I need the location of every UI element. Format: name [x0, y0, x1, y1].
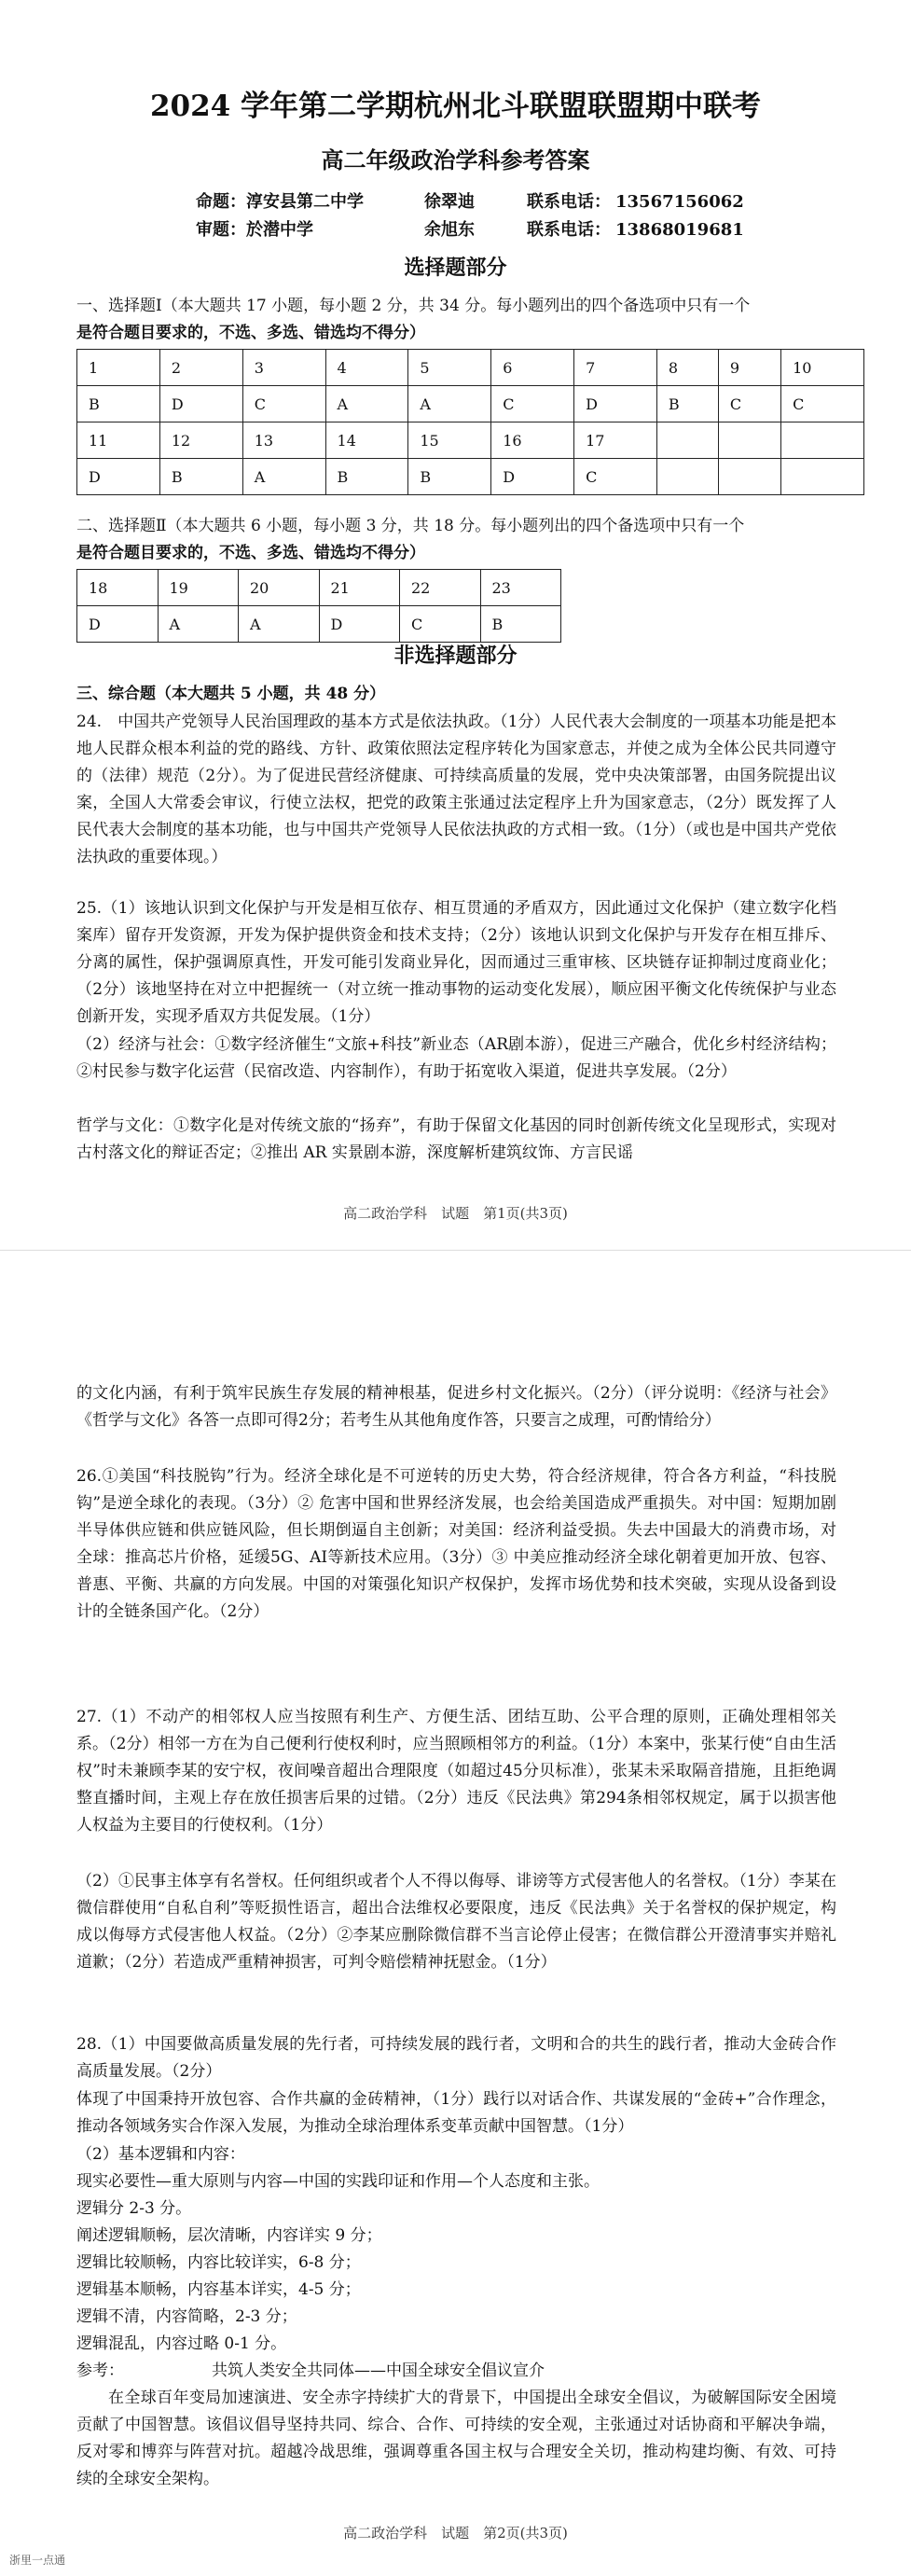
answer-cell [656, 459, 718, 495]
answer-cell: C [400, 606, 481, 643]
question-number-cell: 6 [491, 350, 574, 386]
choice-1-intro [76, 293, 836, 347]
answer-25-part2: （2）经济与社会：①数字经济催生“文旅+科技”新业态（AR剧本游），促进三产融合，优化乡村经济结构；②村民参与数字化运营（民宿改造、内容制作），有助于拓宽收入渠道，促进共享发展。（2分） [76, 1035, 836, 1081]
grading-item: 逻辑比较顺畅，内容比较详实，6-8 分； [76, 2253, 361, 2272]
answer-cell: C [718, 386, 780, 422]
reference-title: 共筑人类安全共同体——中国全球安全倡议宣介 [212, 2361, 545, 2380]
question-number-cell: 7 [574, 350, 657, 386]
answer-28-logic: 现实必要性—重大原则与内容—中国的实践印证和作用—个人态度和主张。 [76, 2172, 600, 2191]
answer-cell: B [408, 459, 491, 495]
answer-cell [781, 459, 864, 495]
question-number-cell: 3 [242, 350, 325, 386]
answer-27-part2: （2）①民事主体享有名誉权。任何组织或者个人不得以侮辱、诽谤等方式侵害他人的名誉权。（1分）李某在微信群使用“自私自利”等贬损性语言，超出合法维权必要限度，违反《民法典》关于名誉权的保护规定，构成以侮辱方式侵害他人权益。（2分）②李某应删除微信群不当言论停止侵害；在微信群公开澄清事实并赔礼道歉；（2分）若造成严重精神损害，可判令赔偿精神抚慰金。（1分） [76, 1872, 836, 1972]
choice-2-intro-note: 是符合题目要求的，不选、多选、错选均不得分） [76, 544, 425, 562]
grading-item: 阐述逻辑顺畅，层次清晰，内容详实 9 分； [76, 2226, 382, 2245]
answer-28-part2: 体现了中国秉持开放包容、合作共赢的金砖精神，（1分）践行以对话合作、共谋发展的“金砖+”合作理念，推动各领域务实合作深入发展，为推动全球治理体系变革贡献中国智慧。（1分） [76, 2090, 836, 2136]
comprehensive-intro: 三、综合题（本大题共 5 小题，共 48 分） [76, 685, 386, 703]
question-number-cell: 21 [319, 570, 400, 606]
contact-role: 命题：淳安县第二中学 [196, 192, 364, 212]
question-number-cell: 4 [325, 350, 408, 386]
question-number-cell: 11 [77, 422, 160, 459]
question-number-cell [656, 422, 718, 459]
page-footer-2: 高二政治学科 试题 第2页(共3页) [343, 2525, 568, 2541]
question-number-cell: 15 [408, 422, 491, 459]
choice-1-intro-text: 一、选择题Ⅰ（本大题共 17 小题，每小题 2 分，共 34 分。每小题列出的四个备选项中只有一个 [76, 297, 751, 315]
answer-28-part1: 28.（1）中国要做高质量发展的先行者，可持续发展的践行者，文明和合的共生的践行者，推动大金砖合作高质量发展。（2分） [76, 2035, 836, 2081]
answer-cell: C [491, 386, 574, 422]
question-number-cell: 13 [242, 422, 325, 459]
answer-cell: D [77, 606, 159, 643]
answer-cell [718, 459, 780, 495]
question-number-cell: 2 [159, 350, 242, 386]
contact-phone: 13567156062 [615, 192, 744, 212]
answer-cell: D [319, 606, 400, 643]
question-number-cell: 20 [239, 570, 320, 606]
answer-cell: D [491, 459, 574, 495]
answer-table-2 [76, 569, 561, 643]
answer-25-part3: 哲学与文化：①数字化是对传统文旅的“扬弃”，有助于保留文化基因的同时创新传统文化呈现形式，实现对古村落文化的辩证否定；②推出 AR 实景剧本游，深度解析建筑纹饰、方言民谣 [76, 1116, 836, 1162]
grading-item: 逻辑基本顺畅，内容基本详实，4-5 分； [76, 2280, 361, 2299]
contact-label: 联系电话： [527, 192, 611, 212]
contact-name: 徐翠迪 [424, 192, 475, 212]
contact-line-1 [196, 188, 744, 213]
watermark-text: 浙里一点通 [9, 2554, 66, 2567]
question-number-cell: 1 [77, 350, 160, 386]
question-number-cell: 19 [158, 570, 239, 606]
answer-cell: B [656, 386, 718, 422]
question-number-cell: 22 [400, 570, 481, 606]
question-number-cell: 10 [781, 350, 864, 386]
contact-role: 审题：於潜中学 [196, 220, 313, 240]
table2-row [77, 606, 561, 643]
question-number-cell: 23 [480, 570, 561, 606]
page-divider [0, 1250, 911, 1251]
question-number-cell: 16 [491, 422, 574, 459]
grading-item: 逻辑分 2-3 分。 [76, 2199, 192, 2218]
question-number-cell [718, 422, 780, 459]
section-heading-nonchoice: 非选择题部分 [393, 644, 518, 668]
grading-item: 逻辑不清，内容简略，2-3 分； [76, 2307, 297, 2326]
answer-cell: C [574, 459, 657, 495]
choice-1-intro-note: 是符合题目要求的，不选、多选、错选均不得分） [76, 324, 425, 342]
answer-cell: D [574, 386, 657, 422]
answer-cell: B [480, 606, 561, 643]
question-number-cell: 5 [408, 350, 491, 386]
answer-cell: A [239, 606, 320, 643]
contact-name: 余旭东 [424, 220, 475, 240]
table1-row [77, 459, 864, 495]
answer-cell: D [77, 459, 160, 495]
table1-row [77, 386, 864, 422]
answer-cell: A [325, 386, 408, 422]
answer-cell: A [408, 386, 491, 422]
reference-line [76, 2358, 836, 2385]
table1-row [77, 422, 864, 459]
page-footer-1: 高二政治学科 试题 第1页(共3页) [343, 1205, 568, 1222]
answer-24: 24. 中国共产党领导人民治国理政的基本方式是依法执政。（1分）人民代表大会制度的一项基本功能是把本地人民群众根本利益的党的路线、方针、政策依照法定程序转化为国家意志，并使之成为全体公民共同遵守的（法律）规范（2分）。为了促进民营经济健康、可持续高质量的发展，党中央决策部署，由国务院提出议案，全国人大常委会审议，行使立法权，把党的政策主张通过法定程序上升为国家意志，（2分）既发挥了人民代表大会制度的基本功能，也与中国共产党领导人民依法执政的方式相一致。（1分）（或也是中国共产党依法执政的重要体现。） [76, 713, 836, 866]
question-number-cell [781, 422, 864, 459]
answer-25-part1: 25.（1）该地认识到文化保护与开发是相互依存、相互贯通的矛盾双方，因此通过文化保护（建立数字化档案库）留存开发资源，开发为保护提供资金和技术支持；（2分）该地认识到文化保护与开发存在相互排斥、分离的属性，保护强调原真性，开发可能引发商业异化，因而通过三重审核、区块链存证抑制过度商业化；（2分）该地坚持在对立中把握统一（对立统一推动事物的运动变化发展），顺应困平衡文化传统保护与业态创新开发，实现矛盾双方共促发展。（1分） [76, 899, 836, 1026]
answer-cell: B [159, 459, 242, 495]
answer-27-part1: 27.（1）不动产的相邻权人应当按照有利生产、方便生活、团结互助、公平合理的原则，正确处理相邻关系。（2分）相邻一方在为自己便利行使权利时，应当照顾相邻方的利益。（1分）本案中，张某行使“自由生活权”时未兼顾李某的安宁权，夜间噪音超出合理限度（如超过45分贝标准），张某未采取隔音措施，且拒绝调整直播时间，主观上存在放任损害后果的过错。（2分）违反《民法典》第294条相邻权规定，属于以损害他人权益为主要目的行使权利。（1分） [76, 1708, 836, 1835]
reference-essay: 在全球百年变局加速演进、安全赤字持续扩大的背景下，中国提出全球安全倡议，为破解国际安全困境贡献了中国智慧。该倡议倡导坚持共同、综合、合作、可持续的安全观，主张通过对话协商和平解决争端，反对零和博弈与阵营对抗。超越冷战思维，强调尊重各国主权与合理安全关切，推动构建均衡、有效、可持续的全球安全架构。 [76, 2389, 836, 2488]
answer-25-part4: 的文化内涵，有利于筑牢民族生存发展的精神根基，促进乡村文化振兴。（2分）（评分说明：《经济与社会》《哲学与文化》各答一点即可得2分；若考生从其他角度作答，只要言之成理，可酌情给分） [76, 1384, 836, 1430]
answer-cell: A [158, 606, 239, 643]
answer-cell: C [242, 386, 325, 422]
document-subtitle: 高二年级政治学科参考答案 [321, 146, 590, 173]
question-number-cell: 8 [656, 350, 718, 386]
document-title: 2024 学年第二学期杭州北斗联盟联盟期中联考 [149, 90, 762, 123]
choice-2-intro-text: 二、选择题Ⅱ（本大题共 6 小题，每小题 3 分，共 18 分。每小题列出的四个备选项中只有一个 [76, 517, 745, 535]
choice-2-intro [76, 513, 836, 567]
answer-28-part3: （2）基本逻辑和内容： [76, 2145, 245, 2164]
table2-row [77, 570, 561, 606]
question-number-cell: 14 [325, 422, 408, 459]
grading-item: 逻辑混乱，内容过略 0-1 分。 [76, 2334, 287, 2353]
contact-phone: 13868019681 [615, 220, 744, 240]
answer-cell: C [781, 386, 864, 422]
answer-table-1 [76, 349, 864, 495]
answer-26: 26.①美国“科技脱钩”行为。经济全球化是不可逆转的历史大势，符合经济规律，符合各方利益，“科技脱钩”是逆全球化的表现。（3分）② 危害中国和世界经济发展，也会给美国造成严重损失。对中国：短期加剧半导体供应链和供应链风险，但长期倒逼自主创新；对美国：经济利益受损。失去中国最大的消费市场，对全球：推高芯片价格，延缓5G、AI等新技术应用。（3分）③ 中美应推动经济全球化朝着更加开放、包容、普惠、平衡、共赢的方向发展。中国的对策强化知识产权保护，发挥市场优势和技术突破，实现从设备到设计的全链条国产化。（2分） [76, 1467, 836, 1621]
contact-line-2 [196, 216, 744, 241]
contact-label: 联系电话： [527, 220, 611, 240]
question-number-cell: 12 [159, 422, 242, 459]
table1-row [77, 350, 864, 386]
question-number-cell: 17 [574, 422, 657, 459]
answer-cell: A [242, 459, 325, 495]
grading-list [76, 2195, 836, 2358]
question-number-cell: 9 [718, 350, 780, 386]
section-heading-choice: 选择题部分 [404, 256, 507, 280]
answer-cell: B [77, 386, 160, 422]
question-number-cell: 18 [77, 570, 159, 606]
answer-cell: D [159, 386, 242, 422]
answer-cell: B [325, 459, 408, 495]
reference-label: 参考： [76, 2361, 124, 2380]
